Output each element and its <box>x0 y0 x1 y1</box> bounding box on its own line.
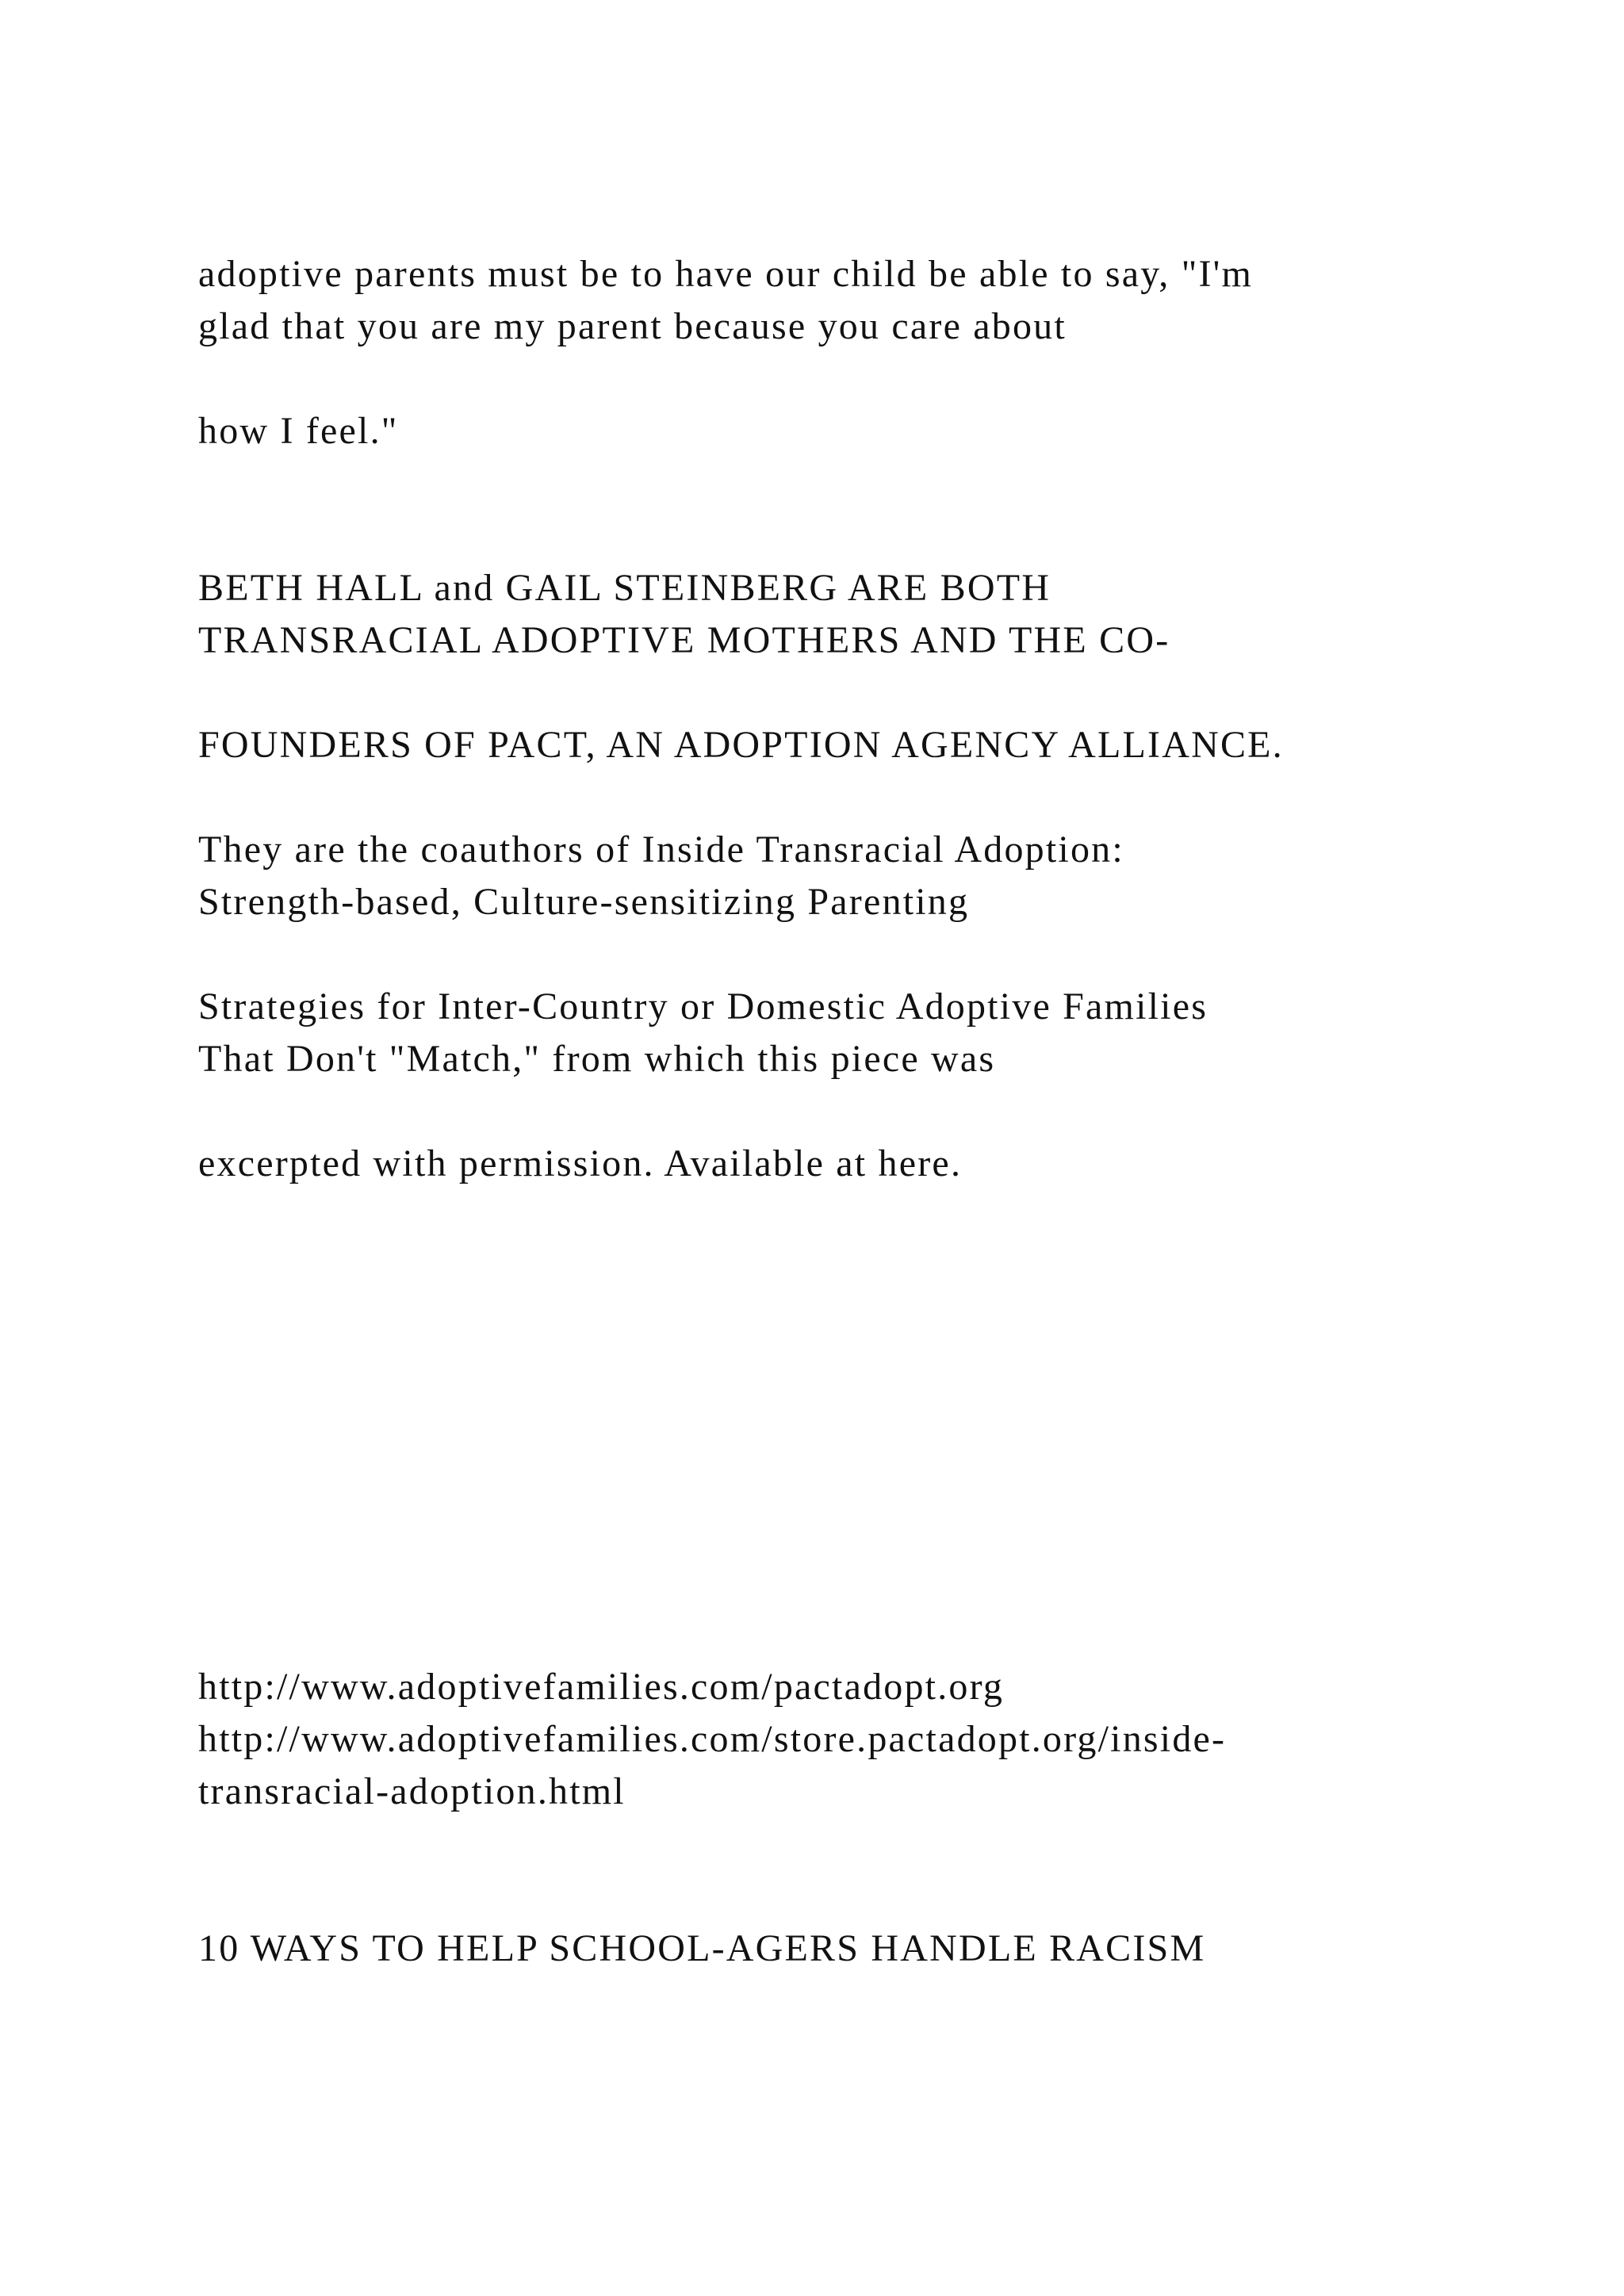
text-line: Strength-based, Culture-sensitizing Parenting <box>198 881 970 923</box>
author-bio-line: TRANSRACIAL ADOPTIVE MOTHERS AND THE CO- <box>198 619 1170 661</box>
author-bio-line: BETH HALL and GAIL STEINBERG ARE BOTH <box>198 567 1051 609</box>
text-line: excerpted with permission. Available at here. <box>198 1142 963 1184</box>
section-heading: 10 WAYS TO HELP SCHOOL-AGERS HANDLE RACISM <box>198 1927 1206 1969</box>
text-line: They are the coauthors of Inside Transracial Adoption: <box>198 828 1124 871</box>
url-line: transracial-adoption.html <box>198 1770 626 1812</box>
url-line: http://www.adoptivefamilies.com/store.pactadopt.org/inside- <box>198 1718 1227 1760</box>
author-bio-line: FOUNDERS OF PACT, AN ADOPTION AGENCY ALLIANCE. <box>198 724 1284 766</box>
text-line: That Don't "Match," from which this piece was <box>198 1038 996 1080</box>
text-line: glad that you are my parent because you care about <box>198 305 1067 347</box>
text-line: adoptive parents must be to have our child be able to say, "I'm <box>198 253 1254 295</box>
text-line: how I feel." <box>198 410 399 452</box>
text-line: Strategies for Inter-Country or Domestic Adoptive Families <box>198 985 1208 1027</box>
url-line: http://www.adoptivefamilies.com/pactadopt.org <box>198 1666 1005 1708</box>
